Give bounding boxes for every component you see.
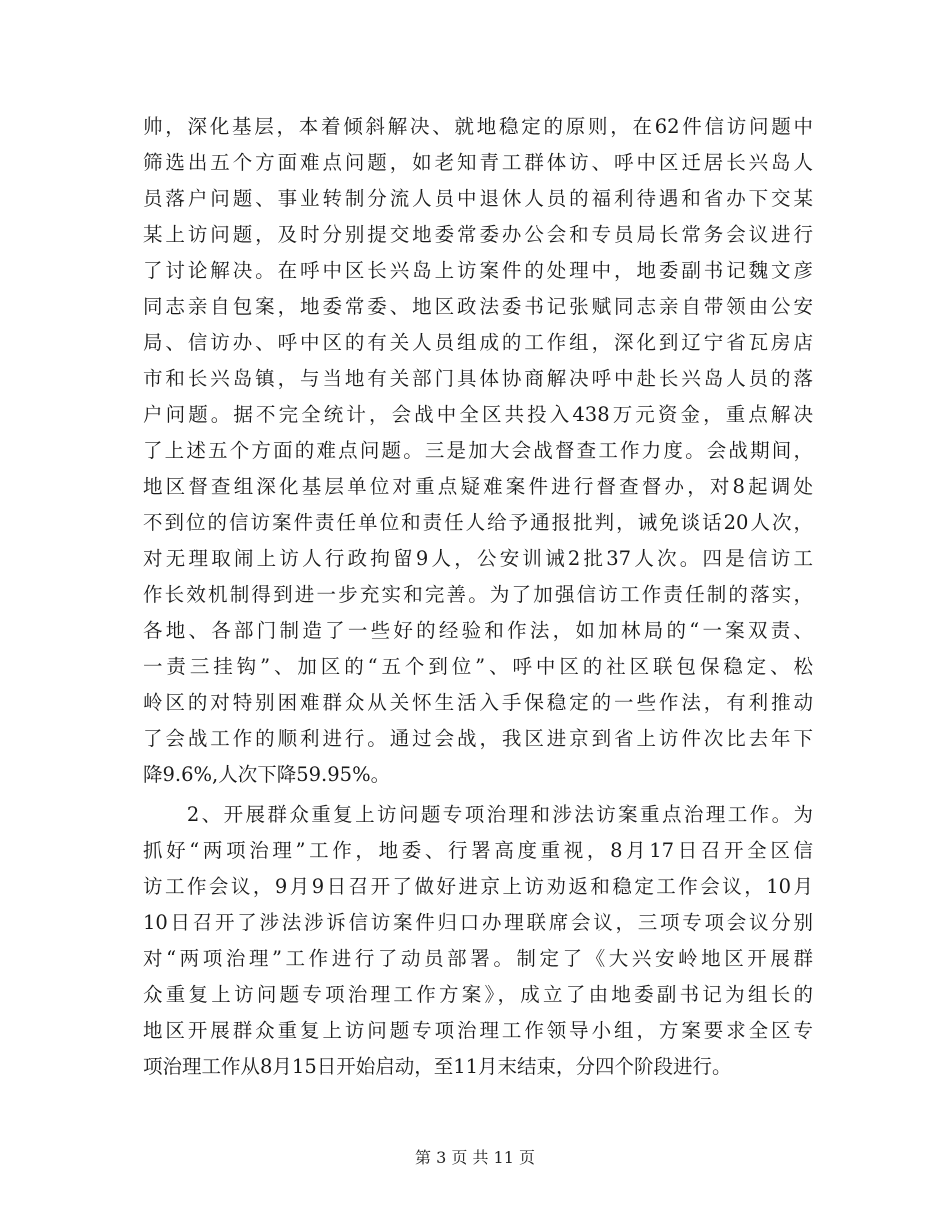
text-line: 局、信访办、呼中区的有关人员组成的工作组，深化到辽宁省瓦房店 bbox=[143, 331, 813, 354]
text-line: 帅，深化基层，本着倾斜解决、就地稳定的原则，在62件信访问题中 bbox=[143, 115, 813, 138]
paragraph bbox=[143, 797, 813, 1085]
text-line: 筛选出五个方面难点问题，如老知青工群体访、呼中区迁居长兴岛人 bbox=[143, 151, 813, 174]
text-line: 某上访问题，及时分别提交地委常委办公会和专员局长常务会议进行 bbox=[143, 223, 813, 246]
text-line: 市和长兴岛镇，与当地有关部门具体协商解决呼中赴长兴岛人员的落 bbox=[143, 367, 813, 390]
text-line: 地区开展群众重复上访问题专项治理工作领导小组，方案要求全区专 bbox=[143, 1019, 813, 1042]
text-line: 对“两项治理”工作进行了动员部署。制定了《大兴安岭地区开展群 bbox=[143, 947, 813, 970]
text-line: 一责三挂钩”、加区的“五个到位”、呼中区的社区联包保稳定、松 bbox=[143, 655, 813, 678]
text-line: 了上述五个方面的难点问题。三是加大会战督查工作力度。会战期间， bbox=[143, 439, 813, 462]
body-text bbox=[143, 109, 813, 1085]
text-line: 了会战工作的顺利进行。通过会战，我区进京到省上访件次比去年下 bbox=[143, 727, 813, 750]
text-line: 项治理工作从8月15日开始启动，至11月末结束，分四个阶段进行。 bbox=[143, 1055, 732, 1078]
text-line: 地区督查组深化基层单位对重点疑难案件进行督查督办，对8起调处 bbox=[143, 475, 813, 498]
text-line: 访工作会议，9月9日召开了做好进京上访劝返和稳定工作会议，10月 bbox=[143, 875, 813, 898]
text-line: 降9.6%,人次下降59.95%。 bbox=[143, 763, 391, 786]
page-number-footer: 第 3 页 共 11 页 bbox=[415, 1148, 535, 1167]
text-line: 岭区的对特别困难群众从关怀生活入手保稳定的一些作法，有利推动 bbox=[143, 691, 813, 714]
text-line: 了讨论解决。在呼中区长兴岛上访案件的处理中，地委副书记魏文彦 bbox=[143, 259, 813, 282]
text-line: 众重复上访问题专项治理工作方案》，成立了由地委副书记为组长的 bbox=[143, 983, 813, 1006]
text-line: 员落户问题、事业转制分流人员中退休人员的福利待遇和省办下交某 bbox=[143, 187, 813, 210]
text-line: 不到位的信访案件责任单位和责任人给予通报批判，诫免谈话20人次， bbox=[143, 511, 813, 534]
text-line: 抓好“两项治理”工作，地委、行署高度重视，8月17日召开全区信 bbox=[143, 839, 813, 862]
paragraph bbox=[143, 109, 813, 793]
text-line: 2、开展群众重复上访问题专项治理和涉法访案重点治理工作。为 bbox=[143, 803, 813, 826]
text-line: 户问题。据不完全统计，会战中全区共投入438万元资金，重点解决 bbox=[143, 403, 813, 426]
text-line: 各地、各部门制造了一些好的经验和作法，如加林局的“一案双责、 bbox=[143, 619, 813, 642]
text-line: 10日召开了涉法涉诉信访案件归口办理联席会议，三项专项会议分别 bbox=[143, 911, 813, 934]
text-line: 作长效机制得到进一步充实和完善。为了加强信访工作责任制的落实， bbox=[143, 583, 813, 606]
text-line: 同志亲自包案，地委常委、地区政法委书记张赋同志亲自带领由公安 bbox=[143, 295, 813, 318]
text-line: 对无理取闹上访人行政拘留9人，公安训诫2批37人次。四是信访工 bbox=[143, 547, 813, 570]
